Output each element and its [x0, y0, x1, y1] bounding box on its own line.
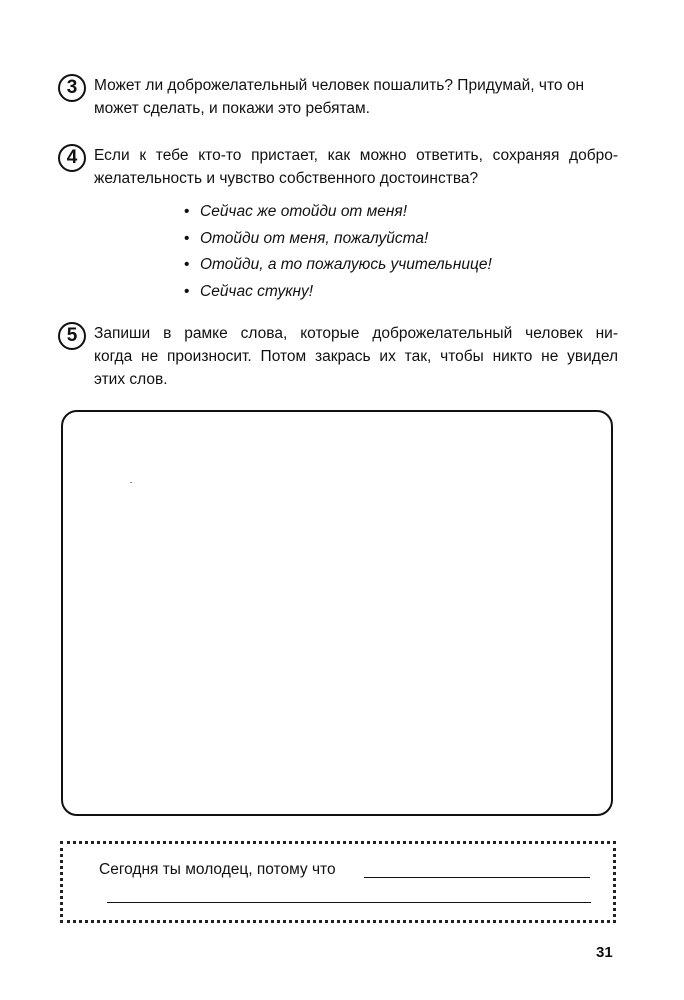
bullet-icon: • [184, 203, 190, 220]
task-4-line-2: желательность и чувство собственного достоинства? [94, 170, 479, 187]
task-5-text [94, 322, 618, 391]
task-5 [58, 322, 618, 391]
answer-option [184, 199, 492, 226]
summary-answer-line-1[interactable] [364, 877, 590, 878]
task-3-line-1: Может ли доброжелательный человек пошалить? Придумай, что он [94, 77, 584, 94]
task-4 [58, 144, 618, 190]
answer-option-text: Сейчас стукну! [200, 282, 314, 300]
page-number: 31 [596, 944, 613, 961]
answer-option [184, 226, 492, 253]
task-4-text [94, 144, 618, 190]
answer-option [184, 252, 492, 279]
bullet-icon: • [184, 229, 190, 247]
writing-frame[interactable] [61, 410, 613, 816]
answer-option-text: Отойди от меня, пожалуйста! [200, 229, 429, 247]
answer-option-text: Отойди, а то пожалуюсь учительнице! [200, 256, 492, 273]
task-5-line-3: этих слов. [94, 371, 168, 388]
task-5-line-2: когда не произносит. Потом закрась их так, чтобы никто не увидел [94, 348, 618, 365]
summary-answer-line-2[interactable] [107, 902, 591, 903]
task-number-3: 3 [58, 74, 86, 102]
task-3-text [94, 74, 618, 120]
answer-option-text: Сейчас же отойди от меня! [200, 203, 408, 220]
task-number-5: 5 [58, 322, 86, 350]
answer-options-list [184, 199, 492, 305]
task-4-line-1: Если к тебе кто-то пристает, как можно ответить, сохраняя добро- [94, 147, 618, 164]
bullet-icon: • [184, 282, 190, 300]
task-number-4: 4 [58, 144, 86, 172]
print-speck [130, 482, 132, 483]
task-5-line-1: Запиши в рамке слова, которые доброжелательный человек ни- [94, 325, 618, 342]
task-3 [58, 74, 618, 120]
summary-label: Сегодня ты молодец, потому что [99, 861, 336, 878]
bullet-icon: • [184, 256, 190, 273]
task-3-line-2: может сделать, и покажи это ребятам. [94, 100, 370, 117]
summary-box [60, 841, 616, 923]
answer-option [184, 279, 492, 306]
